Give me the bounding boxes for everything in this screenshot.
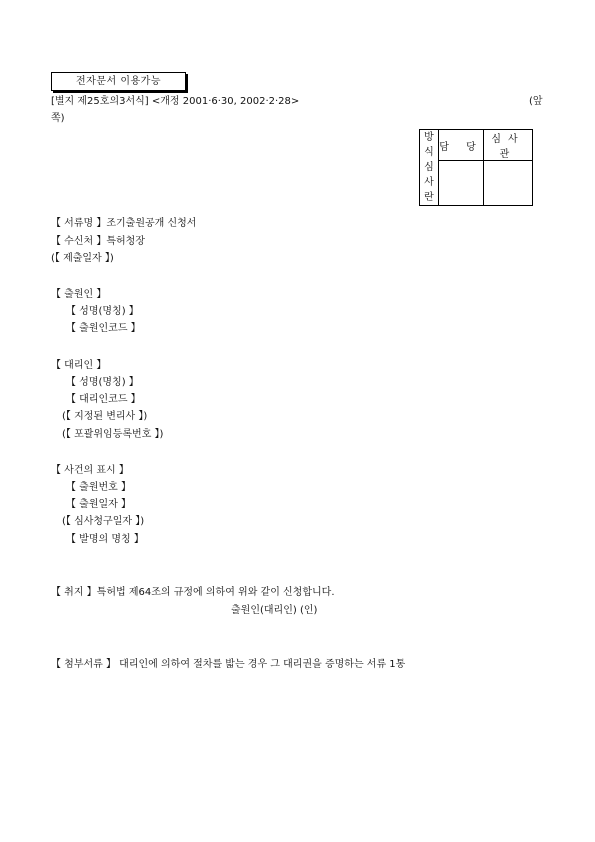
signature-line: 출원인(대리인) (인) — [231, 605, 318, 616]
applicant-name-field: 【 성명(명칭) 】 — [66, 306, 139, 317]
approval-header-examiner: 심사관 — [484, 130, 533, 161]
page-side-label: (앞 — [529, 96, 543, 107]
approval-examiner-cell — [484, 161, 533, 206]
invention-title-field: 【 발명의 명칭 】 — [66, 534, 144, 545]
purpose-statement: 【 취지 】특허법 제64조의 규정에 의하여 위와 같이 신청합니다. — [51, 587, 335, 598]
agent-heading: 【 대리인 】 — [51, 360, 107, 371]
recipient-field: 【 수신처 】특허청장 — [51, 236, 145, 247]
form-code: [별지 제25호의3서식] <개정 2001·6·30, 2002·2·28> — [51, 96, 300, 107]
application-number-field: 【 출원번호 】 — [66, 482, 131, 493]
blanket-power-number-field: (【 포괄위임등록번호 】) — [62, 429, 164, 440]
agent-name-field: 【 성명(명칭) 】 — [66, 377, 139, 388]
application-date-field: 【 출원일자 】 — [66, 499, 131, 510]
approval-side-label: 방 식 심 사 란 — [420, 130, 439, 206]
doc-name-field: 【 서류명 】조기출원공개 신청서 — [51, 218, 197, 229]
approval-box — [419, 129, 533, 206]
approval-officer-cell — [439, 161, 484, 206]
designated-attorney-field: (【 지정된 변리사 】) — [62, 411, 148, 422]
electronic-document-badge: 전자문서 이용가능 — [51, 72, 186, 91]
approval-header-officer: 담 당 — [439, 130, 484, 161]
page-side-label-continued: 쪽) — [51, 113, 65, 124]
applicant-heading: 【 출원인 】 — [51, 289, 107, 300]
case-display-heading: 【 사건의 표시 】 — [51, 465, 129, 476]
submit-date-field: (【 제출일자 】) — [51, 253, 114, 264]
attachments-field: 【 첨부서류 】 대리인에 의하여 절차를 밟는 경우 그 대리권을 증명하는 서류 1통 — [51, 659, 406, 670]
exam-request-date-field: (【 심사청구일자 】) — [62, 516, 145, 527]
applicant-code-field: 【 출원인코드 】 — [66, 323, 141, 334]
agent-code-field: 【 대리인코드 】 — [66, 394, 141, 405]
